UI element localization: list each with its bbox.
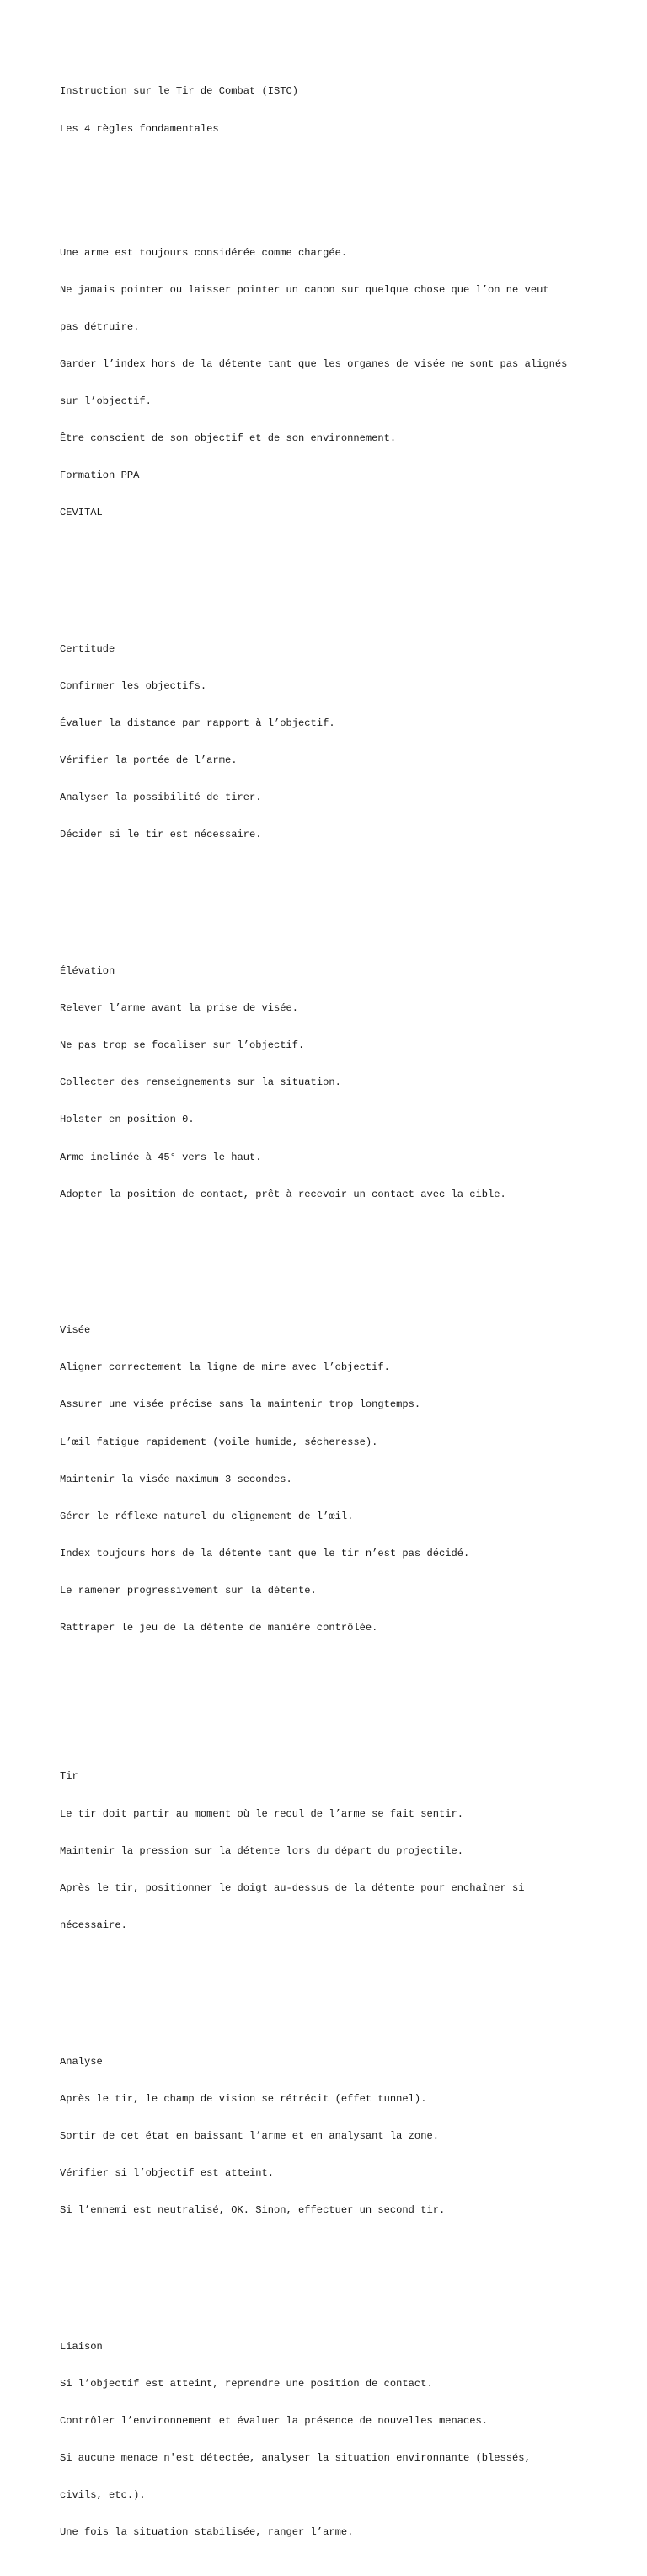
- rule-line: Garder l’index hors de la détente tant que les organes de visée ne sont pas alignés: [60, 357, 568, 370]
- section-line: Si l’objectif est atteint, reprendre une position de contact.: [60, 2377, 433, 2390]
- section-line: Maintenir la visée maximum 3 secondes.: [60, 1473, 292, 1485]
- section-line: Arme inclinée à 45° vers le haut.: [60, 1151, 262, 1163]
- section-heading: Liaison: [60, 2340, 103, 2353]
- section-elevation: [60, 941, 633, 1226]
- section-line: Analyser la possibilité de tirer.: [60, 792, 262, 804]
- section-line: Après le tir, le champ de vision se rétrécit (effet tunnel).: [60, 2092, 427, 2105]
- document-subtitle: Les 4 règles fondamentales: [60, 122, 219, 135]
- section-heading: Élévation: [60, 965, 115, 978]
- spacer: [60, 1250, 633, 1263]
- section-line: Maintenir la pression sur la détente lors du départ du projectile.: [60, 1844, 463, 1857]
- section-line: Holster en position 0.: [60, 1114, 195, 1126]
- section-visee: [60, 1300, 633, 1659]
- section-line: Si l’ennemi est neutralisé, OK. Sinon, effectuer un second tir.: [60, 2203, 446, 2216]
- section-line: L’œil fatigue rapidement (voile humide, sécheresse).: [60, 1436, 378, 1448]
- section-line: Adopter la position de contact, prêt à recevoir un contact avec la cible.: [60, 1188, 506, 1200]
- section-line: Sortir de cet état en baissant l’arme et en analysant la zone.: [60, 2129, 439, 2142]
- spacer: [60, 2266, 633, 2278]
- document-title: Instruction sur le Tir de Combat (ISTC): [60, 85, 299, 98]
- section-analyse: [60, 2031, 633, 2241]
- rule-line: Ne jamais pointer ou laisser pointer un canon sur quelque chose que l’on ne veut: [60, 283, 549, 296]
- section-line: Vérifier si l’objectif est atteint.: [60, 2166, 275, 2179]
- rule-line: Être conscient de son objectif et de son environnement.: [60, 432, 397, 444]
- section-line: Vérifier la portée de l’arme.: [60, 754, 238, 767]
- section-heading: Analyse: [60, 2055, 103, 2068]
- spacer: [60, 891, 633, 904]
- spacer: [60, 160, 633, 185]
- section-line: Le tir doit partir au moment où le recul de l’arme se fait sentir.: [60, 1807, 463, 1820]
- section-line: Contrôler l’environnement et évaluer la présence de nouvelles menaces.: [60, 2414, 489, 2427]
- section-tir: [60, 1746, 633, 1956]
- section-line: Si aucune menace n'est détectée, analyser la situation environnante (blessés,: [60, 2451, 531, 2464]
- section-line: Confirmer les objectifs.: [60, 679, 207, 692]
- section-line: Gérer le réflexe naturel du clignement de l’œil.: [60, 1510, 354, 1522]
- spacer: [60, 1684, 633, 1709]
- section-heading: Certitude: [60, 642, 115, 655]
- section-liaison: [60, 2316, 633, 2563]
- section-line: Index toujours hors de la détente tant que le tir n’est pas décidé.: [60, 1547, 470, 1559]
- section-line: civils, etc.).: [60, 2488, 146, 2501]
- rule-line: CEVITAL: [60, 507, 103, 519]
- section-line: Relever l’arme avant la prise de visée.: [60, 1002, 299, 1015]
- section-line: Aligner correctement la ligne de mire avec l’objectif.: [60, 1361, 390, 1374]
- section-heading: Visée: [60, 1324, 91, 1337]
- section-line: Assurer une visée précise sans la maintenir trop longtemps.: [60, 1398, 421, 1411]
- section-line: nécessaire.: [60, 1919, 127, 1931]
- spacer: [60, 1981, 633, 1994]
- rule-line: Une arme est toujours considérée comme chargée.: [60, 246, 348, 259]
- rule-line: Formation PPA: [60, 470, 140, 482]
- section-line: Rattraper le jeu de la détente de manière contrôlée.: [60, 1622, 378, 1634]
- rule-line: sur l’objectif.: [60, 394, 152, 407]
- section-line: Évaluer la distance par rapport à l’objectif.: [60, 717, 335, 730]
- section-line: Une fois la situation stabilisée, ranger l’arme.: [60, 2526, 354, 2539]
- rules-block: [60, 222, 633, 544]
- section-line: Collecter des renseignements sur la situation.: [60, 1076, 341, 1089]
- section-line: Ne pas trop se focaliser sur l’objectif.: [60, 1039, 305, 1052]
- section-line: Après le tir, positionner le doigt au-dessus de la détente pour enchaîner si: [60, 1881, 525, 1894]
- document-body: [60, 61, 633, 2576]
- rule-line: pas détruire.: [60, 320, 140, 333]
- section-certitude: [60, 618, 633, 866]
- section-line: Le ramener progressivement sur la détente.: [60, 1584, 317, 1597]
- spacer: [60, 569, 633, 582]
- section-heading: Tir: [60, 1770, 78, 1783]
- section-line: Décider si le tir est nécessaire.: [60, 829, 262, 841]
